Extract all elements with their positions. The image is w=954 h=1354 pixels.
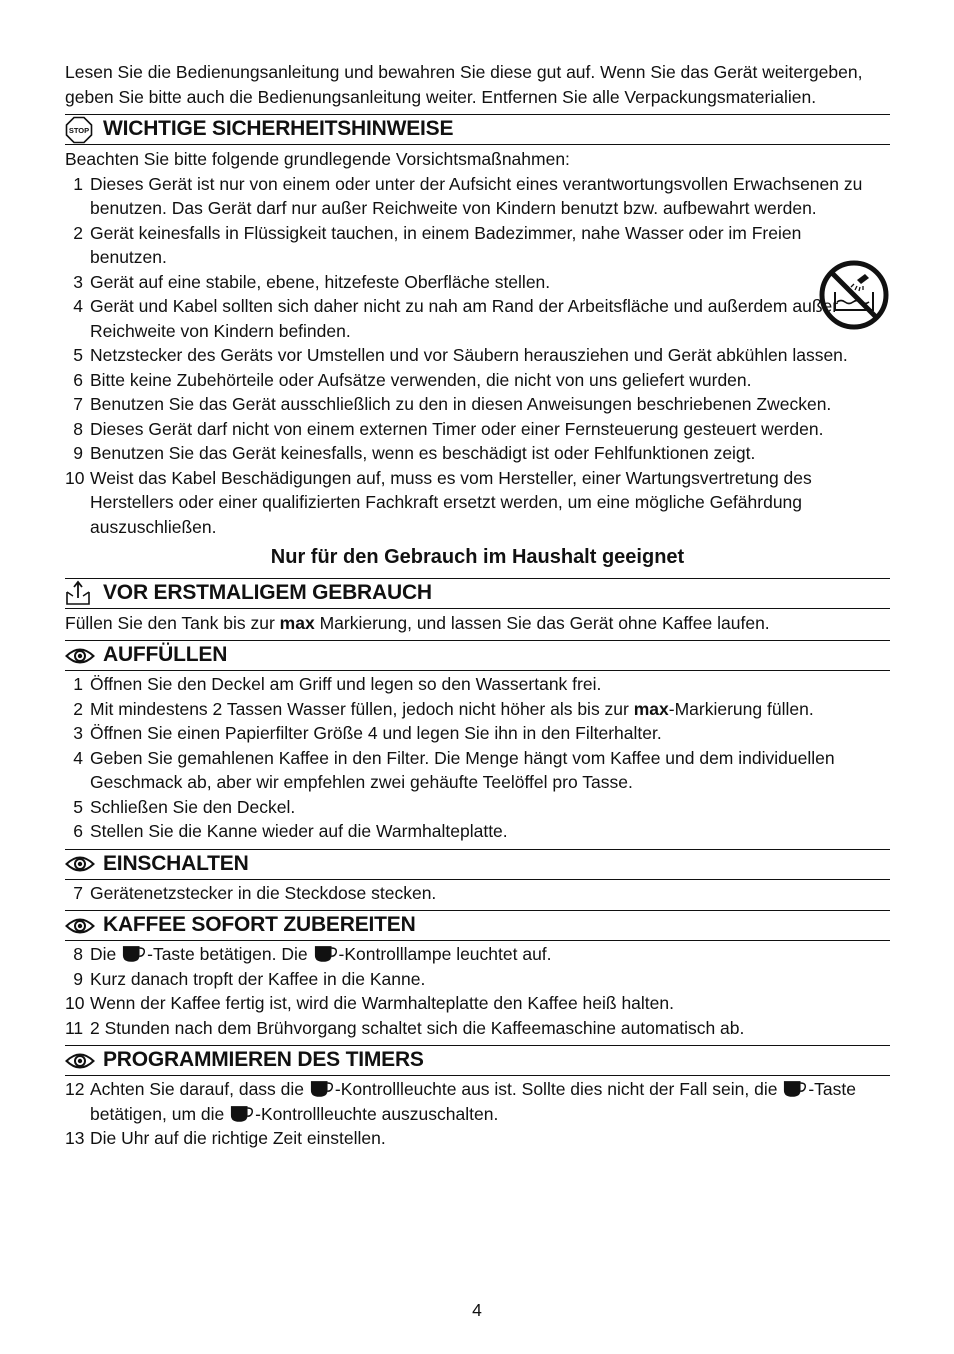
- list-item: 13 Die Uhr auf die richtige Zeit einstellen.: [65, 1128, 386, 1148]
- list-item: 7 Gerätenetzstecker in die Steckdose stecken.: [73, 882, 437, 903]
- list-item: 3 Gerät auf eine stabile, ebene, hitzefeste Oberfläche stellen.: [73, 271, 551, 292]
- safety-title: WICHTIGE SICHERHEITSHINWEISE: [103, 117, 454, 141]
- list-item: 6 Stellen Sie die Kanne wieder auf die Warmhalteplatte.: [73, 821, 508, 841]
- coffee-cup-icon: [122, 944, 146, 963]
- list-item: 5 Netzstecker des Geräts vor Umstellen und vor Säubern herausziehen und Gerät abkühlen lassen.: [73, 345, 848, 365]
- safety-list: [65, 172, 890, 540]
- list-item: 7 Benutzen Sie das Gerät ausschließlich zu den in diesen Anweisungen beschriebenen Zwecken.: [73, 394, 832, 414]
- page-number: 4: [472, 1300, 482, 1320]
- coffee-cup-icon: [310, 1079, 334, 1098]
- no-bath-water-icon: [819, 260, 889, 330]
- first-use-section-header: [65, 578, 890, 609]
- list-item: 12 Achten Sie darauf, dass die -Kontrollleuchte aus ist. Sollte dies nicht der Fall sein, die -Taste betätigen, um die -Kontrollleuchte auszuschalten.: [65, 1079, 856, 1124]
- coffee-cup-icon: [783, 1079, 807, 1098]
- eye-icon: [65, 644, 95, 668]
- fill-section-header: [65, 640, 890, 671]
- fill-list: [65, 672, 890, 844]
- switch-on-list: [65, 881, 890, 906]
- brew-list: [65, 942, 890, 1040]
- list-item: 2 Mit mindestens 2 Tassen Wasser füllen, jedoch nicht höher als bis zur max-Markierung füllen.: [73, 698, 814, 719]
- household-note: Nur für den Gebrauch im Haushalt geeignet: [270, 546, 685, 568]
- document-page: [65, 60, 890, 1151]
- list-item: 5 Schließen Sie den Deckel.: [73, 796, 296, 817]
- list-item: 10 Wenn der Kaffee fertig ist, wird die Warmhalteplatte den Kaffee heiß halten.: [65, 993, 674, 1013]
- timer-section-header: [65, 1045, 890, 1076]
- eye-icon: [65, 852, 95, 876]
- list-item: 8 Dieses Gerät darf nicht von einem externen Timer oder einer Fernsteuerung gesteuert werden.: [73, 418, 824, 439]
- list-item: 2 Gerät keinesfalls in Flüssigkeit tauchen, in einem Badezimmer, nahe Wasser oder im Freien benutzen.: [73, 222, 802, 267]
- list-item: 1 Öffnen Sie den Deckel am Griff und legen so den Wassertank frei.: [73, 674, 602, 694]
- eye-icon: [65, 1049, 95, 1073]
- timer-title: PROGRAMMIEREN DES TIMERS: [103, 1048, 424, 1072]
- list-item: 3 Öffnen Sie einen Papierfilter Größe 4 und legen Sie ihn in den Filterhalter.: [73, 723, 662, 743]
- unpack-icon: [65, 581, 95, 605]
- safety-section-header: [65, 114, 890, 145]
- stop-label: STOP: [68, 125, 90, 135]
- safety-lead: Beachten Sie bitte folgende grundlegende Vorsichtsmaßnahmen:: [65, 149, 570, 169]
- switch-on-section-header: [65, 849, 890, 880]
- timer-list: [65, 1077, 890, 1151]
- brew-section-header: [65, 910, 890, 941]
- list-item: 10 Weist das Kabel Beschädigungen auf, muss es vom Hersteller, einer Wartungsvertretung des Herstellers oder einer qualifizierten Fachkraft ersetzt werden, um eine mögliche Gefährdung auszuschließen.: [65, 467, 812, 537]
- brew-title: KAFFEE SOFORT ZUBEREITEN: [103, 913, 416, 937]
- switch-on-title: EINSCHALTEN: [103, 851, 249, 875]
- list-item: 11 2 Stunden nach dem Brühvorgang schaltet sich die Kaffeemaschine automatisch ab.: [65, 1017, 745, 1038]
- coffee-cup-icon: [314, 944, 338, 963]
- first-use-title: VOR ERSTMALIGEM GEBRAUCH: [103, 580, 432, 604]
- list-item: 4 Gerät und Kabel sollten sich daher nicht zu nah am Rand der Arbeitsfläche und außerdem außer Reichweite von Kindern befinden.: [73, 296, 839, 341]
- list-item: 4 Geben Sie gemahlenen Kaffee in den Filter. Die Menge hängt vom Kaffee und dem individuellen Geschmack ab, aber wir empfehlen zwei gehäufte Teelöffel pro Tasse.: [73, 747, 835, 792]
- list-item: 8 Die -Taste betätigen. Die -Kontrolllampe leuchtet auf.: [73, 944, 552, 964]
- stop-icon: [65, 118, 95, 142]
- list-item: 1 Dieses Gerät ist nur von einem oder unter der Aufsicht eines verantwortungsvollen Erwachsenen zu benutzen. Das Gerät darf nur außer Reichweite von Kindern benutzt bzw. aufbewahrt werden.: [73, 173, 863, 218]
- first-use-text: Füllen Sie den Tank bis zur max Markierung, und lassen Sie das Gerät ohne Kaffee laufen.: [65, 612, 770, 633]
- fill-title: AUFFÜLLEN: [103, 643, 228, 667]
- intro-paragraph: Lesen Sie die Bedienungsanleitung und bewahren Sie diese gut auf. Wenn Sie das Gerät weitergeben, geben Sie bitte auch die Bedienungsanleitung weiter. Entfernen Sie alle Verpackungsmaterialien.: [65, 62, 863, 107]
- coffee-cup-icon: [230, 1104, 254, 1123]
- list-item: 9 Benutzen Sie das Gerät keinesfalls, wenn es beschädigt ist oder Fehlfunktionen zeigt.: [73, 443, 756, 463]
- eye-icon: [65, 914, 95, 938]
- list-item: 6 Bitte keine Zubehörteile oder Aufsätze verwenden, die nicht von uns geliefert wurden.: [73, 369, 752, 390]
- list-item: 9 Kurz danach tropft der Kaffee in die Kanne.: [73, 968, 426, 989]
